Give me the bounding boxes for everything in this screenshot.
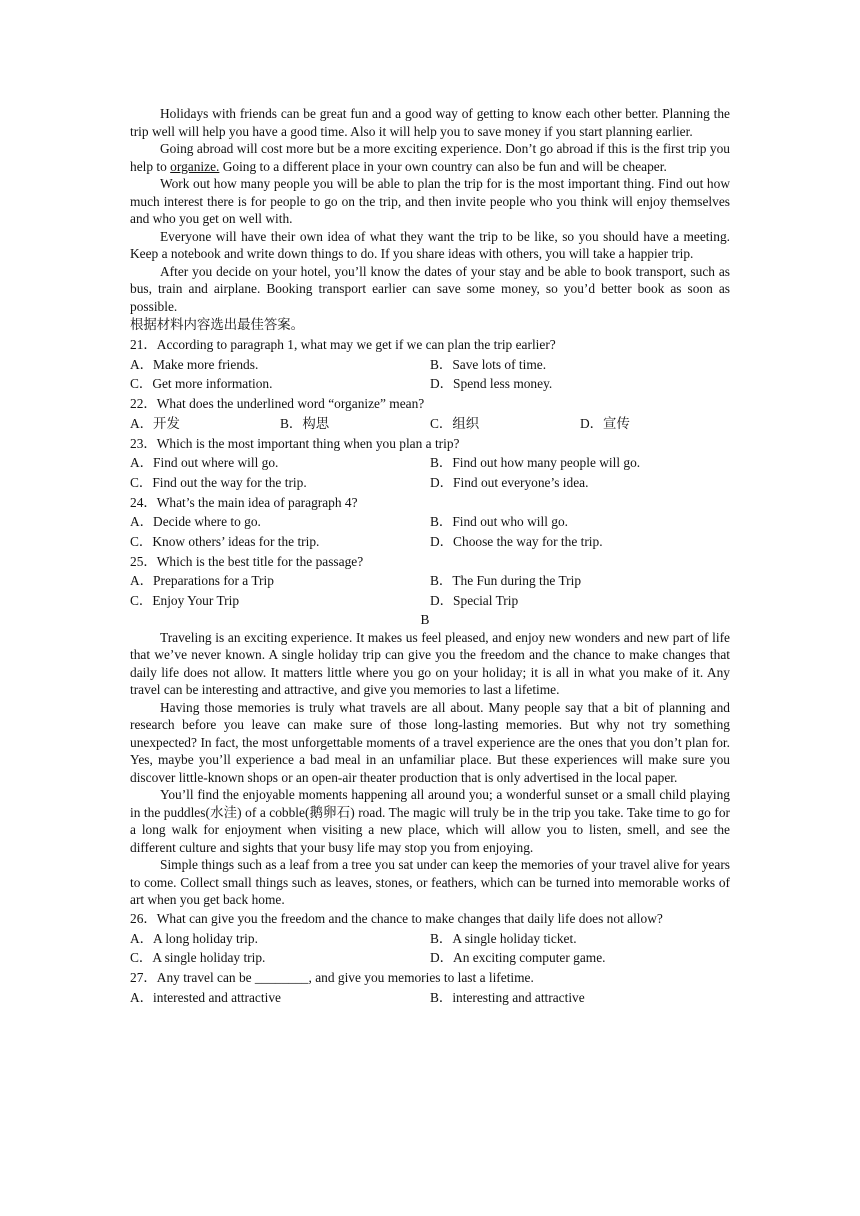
question-27-stem: 27．Any travel can be ________, and give you memories to last a lifetime.: [130, 969, 534, 985]
option-d: D．Spend less money.: [430, 376, 553, 392]
option-b: B．Find out how many people will go.: [430, 455, 641, 471]
passage-a-paragraph-5: After you decide on your hotel, you’ll know the dates of your stay and be able to book transport, such as bus, train and airplane. Booking transport earlier can save some money, so you’d better book as soon as possible.: [130, 263, 730, 314]
option-a: A．Make more friends.: [130, 356, 259, 372]
question-25-options-row-2: [130, 591, 730, 611]
option-a: A．interested and attractive: [130, 989, 281, 1005]
question-25-stem: 25．Which is the best title for the passage?: [130, 553, 364, 569]
question-23-options-row-2: [130, 473, 730, 493]
question-22-options-row: [130, 414, 730, 434]
passage-a-paragraph-2: [130, 140, 730, 175]
question-23-stem: 23．Which is the most important thing when you plan a trip?: [130, 435, 460, 451]
question-21-options-row-1: [130, 355, 730, 375]
question-24-options-row-1: [130, 512, 730, 532]
passage-b-paragraph-2: Having those memories is truly what travels are all about. Many people say that a bit of planning and research before you leave can make sure of those long-lasting memories. But why not try something unexpected? In fact, the most unforgettable moments of a travel experience are the ones that you don’t plan for. Yes, maybe you’ll experience a bad meal in an unfamiliar place. But these experiences will make sure you discover little-known shops or an open-air theater production that is only advertised in the local paper.: [130, 699, 730, 785]
instruction: 根据材料内容选出最佳答案。: [130, 317, 305, 332]
option-c: C．Enjoy Your Trip: [130, 593, 240, 609]
exam-page: [130, 105, 730, 1007]
option-a: A．Decide where to go.: [130, 514, 261, 530]
option-c: C．Know others’ ideas for the trip.: [130, 534, 320, 550]
paragraph-2-text-before: Going abroad will cost more but be a more exciting experience. Don’t go abroad if this is the first trip you help to: [130, 141, 730, 174]
option-d: D．Find out everyone’s idea.: [430, 474, 589, 490]
option-b: B．interesting and attractive: [430, 989, 585, 1005]
option-d: D．Choose the way for the trip.: [430, 534, 603, 550]
question-27-options-row-1: [130, 988, 730, 1008]
passage-b-paragraph-3: You’ll find the enjoyable moments happening all around you; a wonderful sunset or a small child playing in the puddles(水洼) of a cobble(鹅卵石) road. The magic will truly be in the trip you take. Take time to go for a long walk for enjoyment when visiting a new place, which will allow you to listen, smell, and see the different culture and sights that your busy life may stop you from enjoying.: [130, 787, 730, 855]
passage-a-paragraph-3: Work out how many people you will be able to plan the trip for is the most important thing. Find out how much interest there is for people to go on the trip, and then invite people who you think will enjoy themselves and who you get on well with.: [130, 176, 730, 226]
option-d: D．宣传: [580, 415, 630, 431]
option-c: C．Get more information.: [130, 376, 273, 392]
option-a: A．Preparations for a Trip: [130, 573, 274, 589]
question-25-options-row-1: [130, 571, 730, 591]
option-c: C．组织: [430, 415, 480, 431]
question-26-options-row-2: [130, 948, 730, 968]
option-a: A．开发: [130, 415, 180, 431]
passage-b-paragraph-1: Traveling is an exciting experience. It makes us feel pleased, and enjoy new wonders and new part of life that we’ve never known. A single holiday trip can give you the freedom and the chance to make changes that daily life does not allow. It matters little where you go on your holiday; it is all in what you make of it. Any travel can be interesting and attractive, and give you memories to last a lifetime.: [130, 629, 730, 698]
option-b: B．Find out who will go.: [430, 514, 569, 530]
question-26-stem: 26．What can give you the freedom and the chance to make changes that daily life does not allow?: [130, 910, 663, 926]
option-d: D．Special Trip: [430, 593, 519, 609]
paragraph-2-text-after: Going to a different place in your own country can also be fun and will be cheaper.: [219, 158, 667, 174]
option-a: A．A long holiday trip.: [130, 930, 258, 946]
question-21-options-row-2: [130, 374, 730, 394]
question-24-stem: 24．What’s the main idea of paragraph 4?: [130, 494, 358, 510]
passage-b-paragraph-4: Simple things such as a leaf from a tree you sat under can keep the memories of your travel alive for years to come. Collect small things such as leaves, stones, or feathers, which can be turned into memorable works of art when you get back home.: [130, 857, 730, 908]
option-b: B．The Fun during the Trip: [430, 573, 582, 589]
question-22-stem: 22．What does the underlined word “organize” mean?: [130, 396, 425, 412]
option-c: C．A single holiday trip.: [130, 950, 266, 966]
option-d: D．An exciting computer game.: [430, 950, 606, 966]
section-b-label: B: [420, 611, 430, 627]
passage-a-paragraph-1: Holidays with friends can be great fun and a good way of getting to know each other better. Planning the trip well will help you have a good time. Also it will help you to save money if you start planning earlier.: [130, 106, 730, 139]
question-23-options-row-1: [130, 453, 730, 473]
option-b: B．A single holiday ticket.: [430, 930, 577, 946]
passage-a-paragraph-4: Everyone will have their own idea of what they want the trip to be like, so you should have a meeting. Keep a notebook and write down things to do. If you share ideas with others, you will take a happier trip.: [130, 228, 730, 261]
question-26-options-row-1: [130, 929, 730, 949]
question-24-options-row-2: [130, 532, 730, 552]
question-21-stem: 21．According to paragraph 1, what may we get if we can plan the trip earlier?: [130, 337, 556, 352]
option-b: B．构思: [280, 415, 330, 431]
underlined-word-organize: organize.: [170, 158, 220, 174]
option-a: A．Find out where will go.: [130, 455, 279, 471]
option-c: C．Find out the way for the trip.: [130, 474, 307, 490]
option-b: B．Save lots of time.: [430, 356, 547, 372]
